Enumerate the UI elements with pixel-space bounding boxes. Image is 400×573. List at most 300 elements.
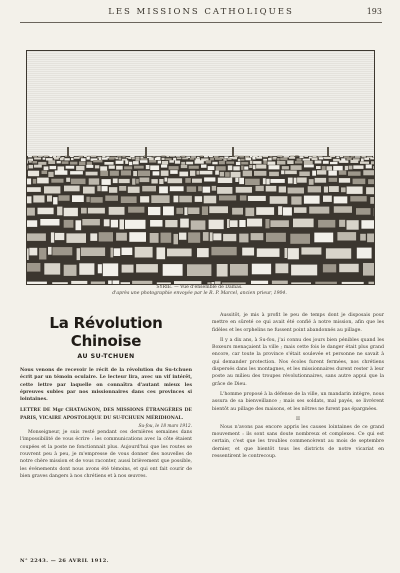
- minaret: [327, 147, 329, 157]
- roof-block: [79, 263, 94, 275]
- sky: [27, 51, 374, 156]
- roof-block: [109, 166, 115, 169]
- roof-block: [341, 158, 345, 160]
- roof-block: [209, 220, 224, 229]
- roof-block: [350, 196, 366, 201]
- roof-block: [211, 282, 214, 284]
- roof-block: [347, 187, 363, 194]
- roof-block: [250, 161, 253, 164]
- roof-block: [282, 166, 289, 169]
- roof-block: [215, 158, 222, 160]
- roof-block: [111, 248, 114, 258]
- roof-block: [71, 179, 86, 185]
- roof-block: [122, 156, 125, 158]
- roof-block: [373, 156, 374, 157]
- roof-block: [314, 233, 333, 243]
- roof-block: [333, 166, 343, 171]
- roof-block: [245, 156, 249, 158]
- roof-block: [71, 158, 74, 160]
- roof-block: [98, 264, 102, 273]
- roof-block: [290, 234, 310, 244]
- roof-block: [270, 179, 284, 183]
- letter-heading: LETTRE DE Mgr CHATAGNON, DES MISSIONS ÉTRANGÈRES DE PARIS, VICAIRE APOSTOLIQUE DU SU-TCHUEN MÉRIDIONAL.: [20, 408, 192, 421]
- roof-block: [90, 233, 97, 241]
- roof-block: [104, 162, 113, 165]
- roof-block: [140, 158, 147, 160]
- roof-block: [288, 188, 304, 194]
- roof-block: [337, 232, 356, 240]
- roof-block: [339, 220, 345, 227]
- roof-block: [326, 248, 351, 258]
- roof-block: [48, 247, 52, 255]
- roof-block: [27, 187, 41, 192]
- roof-block: [206, 160, 211, 163]
- roof-block: [339, 170, 347, 174]
- roof-block: [322, 166, 326, 170]
- roof-block: [256, 165, 266, 169]
- article-subtitle: AU SU-TCHUEN: [77, 353, 135, 360]
- roof-block: [315, 282, 337, 284]
- roof-block: [116, 161, 124, 164]
- roof-block: [197, 248, 209, 257]
- roof-block: [133, 171, 137, 176]
- body-paragraph: Monseigneur, je suis resté pendant ces dernières semaines dans l'impossibilité de vous écrire : les communications avec la côte étaient coupées et la poste ne fonctionnait plus. Aujourd'hui que les routes se rouvrent peu à peu, je m'empresse de vous donner des nouvelles de notre chère mission et de vous raconter, aussi brièvement que possible, les événements dont nous avons été témoins, et qui ont fait courir de bien graves dangers à nos chrétiens et à nos œuvres.: [20, 430, 192, 479]
- roof-block: [232, 208, 243, 215]
- roof-block: [111, 220, 118, 228]
- roof-block: [353, 179, 366, 185]
- roof-block: [330, 162, 338, 164]
- roof-block: [27, 179, 31, 185]
- roof-block: [312, 156, 316, 158]
- roof-block: [48, 160, 55, 164]
- roof-block: [324, 187, 328, 193]
- roof-block: [312, 157, 318, 160]
- roof-block: [371, 161, 374, 164]
- roof-block: [27, 208, 35, 216]
- roof-block: [44, 186, 60, 193]
- roof-block: [121, 282, 130, 284]
- roof-block: [103, 263, 118, 276]
- roof-block: [355, 156, 361, 158]
- roof-block: [347, 220, 359, 230]
- roof-block: [245, 179, 260, 185]
- roof-block: [263, 159, 267, 161]
- roof-block: [346, 157, 351, 160]
- roof-block: [158, 161, 161, 164]
- roof-block: [129, 232, 146, 242]
- roof-block: [133, 161, 139, 164]
- roof-block: [366, 165, 372, 169]
- roof-block: [132, 158, 135, 160]
- roof-block: [71, 281, 87, 284]
- roof-block: [243, 171, 252, 177]
- roof-block: [161, 171, 169, 176]
- roof-block: [74, 157, 80, 159]
- roof-block: [55, 233, 64, 240]
- roof-block: [37, 178, 49, 184]
- roof-block: [51, 232, 54, 242]
- roof-block: [253, 155, 258, 157]
- roof-block: [241, 159, 245, 161]
- roof-block: [91, 282, 105, 285]
- roof-block: [318, 156, 323, 157]
- roof-block: [241, 162, 248, 165]
- roof-block: [323, 196, 332, 202]
- roof-block: [289, 157, 295, 159]
- roof-block: [165, 178, 168, 182]
- roof-block: [341, 187, 346, 192]
- roof-block: [366, 187, 374, 194]
- roof-block: [122, 265, 134, 273]
- roof-block: [132, 281, 152, 284]
- roof-block: [116, 233, 127, 241]
- roof-block: [159, 186, 168, 193]
- roof-block: [181, 156, 185, 157]
- roof-block: [288, 248, 299, 259]
- roof-block: [79, 162, 85, 166]
- roof-block: [167, 249, 192, 257]
- roof-block: [284, 156, 289, 157]
- roof-block: [189, 166, 199, 169]
- body-paragraph: Aussitôt, je mis à profit le peu de temps dont je disposais pour mettre en sûreté ce qui avait été confié à notre mission, afin que les fidèles et les orphelins ne fussent point abandonnés au pillage.: [212, 313, 384, 333]
- roof-block: [253, 165, 256, 169]
- roof-block: [319, 157, 323, 159]
- roof-block: [203, 187, 211, 193]
- roof-block: [38, 155, 43, 157]
- roof-block: [333, 159, 340, 162]
- roof-block: [256, 186, 264, 191]
- roof-block: [42, 171, 48, 174]
- roof-block: [81, 248, 105, 257]
- roof-block: [304, 165, 314, 168]
- roof-block: [72, 195, 84, 202]
- roof-block: [161, 165, 167, 168]
- roof-block: [163, 206, 174, 215]
- roof-block: [266, 179, 269, 185]
- roof-block: [119, 157, 122, 159]
- body-paragraph: Il y a dix ans, à Su-fou, j'ai connu des jours bien pénibles quand les Boxeurs menaçaient la ville ; mais cette fois le danger était plus grand encore, car toute la province s'était soulevée et personne ne savait à qui demander protection. Nos écoles furent fermées, nos chrétiens dispersés dans les montagnes, et les missionnaires durent rester à leur poste au milieu des troupes révolutionnaires, sans autre appui que la grâce de Dieu.: [212, 337, 384, 387]
- roof-block: [270, 196, 288, 204]
- roof-block: [34, 158, 41, 160]
- roof-block: [100, 171, 108, 176]
- roof-block: [294, 178, 297, 184]
- roof-block: [70, 171, 83, 174]
- left-column: [20, 310, 192, 480]
- roof-block: [285, 171, 297, 175]
- roof-block: [83, 187, 95, 194]
- roof-block: [86, 165, 93, 168]
- roof-block: [66, 178, 70, 182]
- roof-block: [190, 171, 195, 176]
- roof-block: [91, 197, 103, 203]
- roof-block: [329, 186, 339, 192]
- roof-block: [150, 233, 159, 243]
- roof-block: [291, 265, 317, 276]
- roof-block: [28, 171, 39, 177]
- roof-block: [291, 165, 302, 170]
- roof-block: [27, 282, 47, 284]
- roof-block: [27, 263, 40, 272]
- roof-block: [27, 166, 28, 170]
- roof-block: [162, 161, 168, 164]
- roof-block: [187, 264, 211, 276]
- roof-block: [373, 166, 374, 169]
- roof-block: [109, 157, 115, 160]
- roof-block: [357, 248, 372, 259]
- roof-block: [113, 281, 120, 285]
- issue-line: N° 2243. — 26 AVRIL 1912.: [20, 558, 109, 564]
- roof-block: [245, 158, 251, 161]
- roof-block: [273, 158, 277, 160]
- roof-block: [216, 166, 226, 170]
- roof-block: [124, 166, 132, 169]
- roof-block: [192, 179, 202, 183]
- roof-block: [104, 219, 110, 226]
- roof-block: [204, 156, 208, 158]
- roof-block: [108, 281, 112, 285]
- roof-block: [165, 158, 171, 160]
- roof-block: [210, 232, 213, 241]
- article-title: La Révolution Chinoise: [49, 314, 163, 350]
- roof-block: [76, 220, 82, 230]
- roof-block: [157, 282, 171, 284]
- roof-block: [151, 195, 169, 203]
- roof-block: [263, 161, 266, 164]
- roof-block: [81, 208, 87, 214]
- roof-block: [33, 195, 44, 202]
- roof-block: [235, 178, 238, 182]
- roof-block: [309, 179, 314, 185]
- roof-block: [64, 265, 77, 276]
- roof-block: [336, 156, 339, 158]
- roof-block: [179, 196, 192, 203]
- roof-block: [361, 220, 374, 229]
- roof-block: [52, 282, 68, 284]
- roof-block: [64, 220, 74, 228]
- roof-block: [81, 158, 86, 161]
- roof-block: [122, 248, 133, 255]
- roof-block: [53, 197, 57, 204]
- roof-block: [249, 165, 252, 168]
- city-engraving: [26, 50, 375, 285]
- roof-block: [184, 207, 187, 215]
- roof-block: [99, 232, 113, 241]
- roof-block: [28, 156, 32, 157]
- roof-block: [149, 160, 156, 163]
- roof-block: [191, 156, 196, 157]
- roof-block: [316, 166, 321, 169]
- roof-block: [149, 157, 154, 160]
- running-title: LES MISSIONS CATHOLIQUES: [108, 7, 294, 17]
- roof-block: [190, 158, 195, 160]
- roof-block: [334, 196, 348, 203]
- roof-block: [195, 160, 204, 164]
- roof-block: [242, 248, 254, 256]
- roof-block: [252, 264, 271, 275]
- roof-block: [272, 281, 288, 284]
- roof-block: [295, 155, 299, 156]
- illustration-caption: SYRIE. — Vue d'ensemble de Damas.: [156, 285, 243, 290]
- roof-block: [291, 196, 301, 204]
- roof-block: [328, 171, 337, 176]
- roof-block: [350, 160, 358, 163]
- roof-block: [169, 160, 174, 163]
- page-number: 193: [366, 7, 382, 16]
- roof-block: [251, 281, 268, 284]
- roof-block: [201, 165, 207, 168]
- roof-block: [157, 247, 166, 259]
- roof-block: [200, 156, 203, 157]
- roof-block: [102, 186, 108, 191]
- roof-block: [247, 219, 262, 227]
- roof-block: [309, 157, 312, 159]
- roof-block: [54, 157, 59, 159]
- roof-block: [370, 157, 374, 159]
- roof-block: [174, 281, 201, 284]
- roof-block: [176, 155, 181, 157]
- roof-block: [363, 263, 374, 276]
- roof-block: [177, 157, 182, 159]
- roof-block: [182, 158, 188, 160]
- roof-block: [360, 162, 369, 164]
- roof-block: [77, 248, 80, 260]
- roof-block: [27, 233, 46, 241]
- roof-block: [361, 158, 364, 161]
- roof-block: [102, 156, 105, 158]
- roof-block: [301, 247, 321, 254]
- roof-block: [215, 281, 221, 284]
- roof-block: [188, 208, 199, 215]
- roof-block: [153, 171, 160, 175]
- roof-block: [318, 220, 335, 228]
- roof-block: [198, 186, 202, 191]
- minaret: [145, 147, 147, 157]
- roof-block: [356, 208, 371, 215]
- roof-block: [239, 234, 248, 243]
- roof-block: [280, 158, 287, 161]
- roof-block: [202, 206, 208, 215]
- roof-block: [297, 178, 307, 183]
- roof-block: [279, 186, 286, 192]
- roof-block: [180, 219, 189, 228]
- city-engraving-art: [27, 51, 374, 284]
- roof-block: [148, 207, 160, 215]
- roof-block: [230, 220, 238, 227]
- roof-block: [44, 155, 49, 157]
- roof-block: [218, 178, 232, 183]
- roof-block: [269, 165, 280, 169]
- dateline: Su-fou, le 18 mars 1912.: [138, 424, 192, 430]
- roof-block: [186, 162, 193, 165]
- roof-block: [57, 207, 62, 216]
- roof-block: [57, 161, 61, 163]
- roof-block: [125, 160, 128, 164]
- roof-block: [251, 233, 264, 240]
- roof-block: [309, 207, 329, 214]
- roof-block: [91, 156, 97, 158]
- roof-block: [62, 161, 69, 164]
- roof-block: [173, 158, 176, 161]
- roof-block: [191, 220, 206, 229]
- roof-block: [181, 162, 185, 165]
- roof-block: [128, 157, 131, 159]
- roof-block: [363, 170, 374, 175]
- roof-block: [315, 178, 326, 183]
- roof-block: [238, 159, 241, 162]
- roof-block: [227, 219, 230, 228]
- roof-block: [217, 264, 228, 277]
- roof-block: [136, 159, 140, 161]
- roof-block: [295, 161, 302, 163]
- roof-block: [32, 161, 37, 163]
- roof-block: [128, 207, 144, 213]
- roof-block: [49, 155, 52, 157]
- roof-block: [153, 155, 156, 156]
- roof-block: [128, 187, 140, 193]
- roof-block: [187, 186, 196, 192]
- roof-block: [231, 172, 241, 178]
- roof-block: [277, 158, 280, 161]
- roof-block: [266, 186, 277, 192]
- roof-block: [136, 179, 139, 184]
- roof-block: [252, 157, 255, 160]
- article-intro: Nous venons de recevoir le récit de la révolution du Su-tchuen écrit par un témoin oculaire. Le lecteur lira, avec un vif intérêt, cette lettre par laquelle on connaîtra d'autant mieux les épreuves subies par nos missionnaires dans ces provinces si lointaines.: [20, 368, 192, 403]
- roof-block: [86, 172, 98, 176]
- roof-block: [174, 234, 179, 244]
- roof-block: [299, 172, 310, 177]
- roof-block: [140, 178, 150, 183]
- roof-block: [233, 166, 240, 170]
- running-header: [20, 6, 382, 23]
- roof-block: [239, 178, 244, 184]
- roof-block: [304, 161, 313, 165]
- roof-block: [323, 161, 329, 164]
- roof-block: [168, 178, 183, 183]
- roof-block: [291, 282, 311, 284]
- roof-block: [293, 219, 314, 228]
- roof-block: [230, 264, 248, 276]
- roof-block: [179, 172, 188, 177]
- roof-block: [339, 178, 350, 183]
- roof-block: [253, 161, 261, 164]
- roof-block: [165, 220, 177, 227]
- roof-block: [174, 196, 179, 203]
- roof-block: [89, 178, 100, 184]
- roof-block: [214, 156, 219, 158]
- roof-block: [315, 161, 322, 164]
- roof-block: [197, 171, 200, 175]
- roof-block: [266, 233, 286, 242]
- roof-block: [175, 161, 180, 164]
- roof-block: [102, 158, 108, 160]
- roof-block: [27, 160, 28, 163]
- roof-block: [367, 234, 374, 243]
- roof-block: [130, 156, 134, 157]
- roof-block: [121, 170, 131, 175]
- roof-block: [38, 162, 46, 165]
- roof-block: [151, 179, 157, 183]
- roof-block: [136, 264, 158, 272]
- roof-block: [212, 162, 217, 165]
- roof-block: [140, 196, 149, 202]
- roof-block: [50, 166, 57, 169]
- roof-block: [200, 171, 213, 175]
- roof-block: [166, 156, 169, 157]
- roof-block: [209, 206, 228, 213]
- roof-block: [340, 156, 343, 158]
- roof-block: [348, 171, 361, 175]
- roof-block: [236, 187, 252, 193]
